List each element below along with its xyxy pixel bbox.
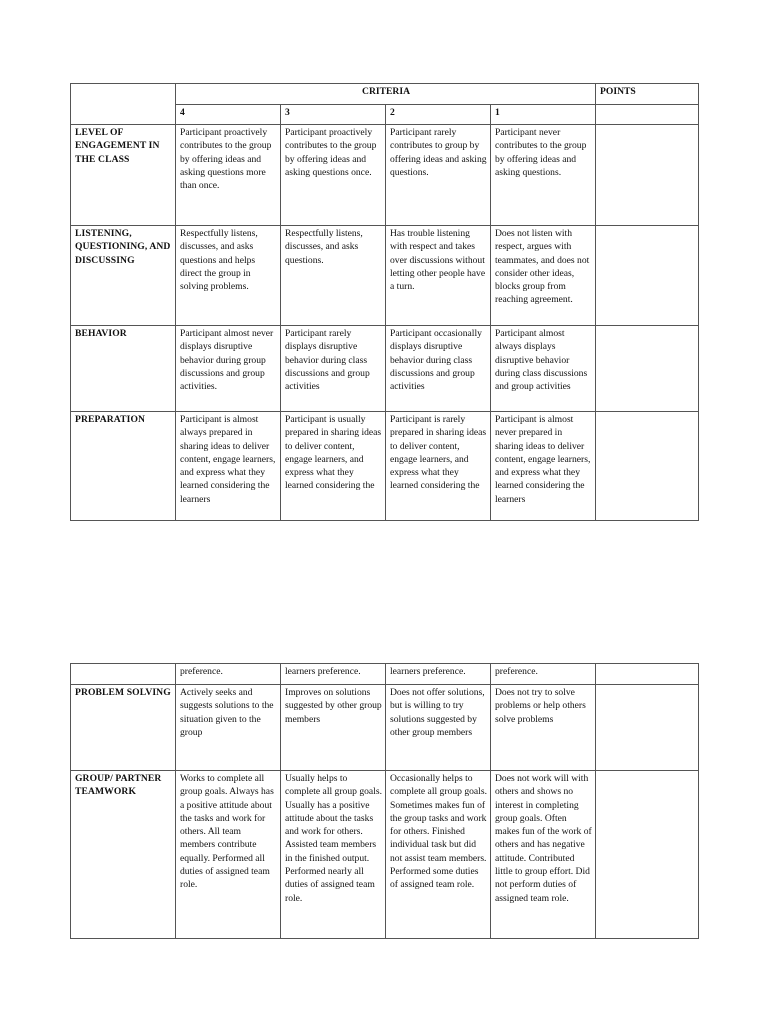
score-2-heading: 2 xyxy=(386,105,491,125)
rubric-row-engagement xyxy=(71,125,699,226)
rubric-table-part-2 xyxy=(70,663,699,939)
rubric-row-teamwork xyxy=(71,771,699,939)
descriptor-score-1: Does not work will with others and shows no interest in completing group goals. Often makes fun of the work of others and has negative attitude. Contributed little to group effort. Did not perform duties of assigned team role. xyxy=(491,771,596,939)
descriptor-score-3: learners preference. xyxy=(281,664,386,685)
descriptor-score-3: Participant rarely displays disruptive behavior during class discussions and group activities xyxy=(281,326,386,412)
rubric-table-part-1 xyxy=(70,83,699,521)
descriptor-score-1: Participant never contributes to the group by offering ideas and asking questions. xyxy=(491,125,596,226)
descriptor-score-2: Does not offer solutions, but is willing to try solutions suggested by other group members xyxy=(386,685,491,771)
points-cell xyxy=(596,685,699,771)
points-blank-cell xyxy=(596,105,699,125)
descriptor-score-2: learners preference. xyxy=(386,664,491,685)
rubric-row-preparation-continued xyxy=(71,664,699,685)
rubric-row-preparation xyxy=(71,412,699,521)
points-cell xyxy=(596,326,699,412)
score-4-heading: 4 xyxy=(176,105,281,125)
descriptor-score-1: Does not listen with respect, argues with teammates, and does not consider other ideas, blocks group from reaching agreement. xyxy=(491,226,596,326)
descriptor-score-3: Participant is usually prepared in sharing ideas to deliver content, engage learners, and express what they learned considering the xyxy=(281,412,386,521)
points-cell xyxy=(596,226,699,326)
criterion-label: PREPARATION xyxy=(71,412,176,521)
rubric-row-problem-solving xyxy=(71,685,699,771)
descriptor-score-1: Participant almost always displays disruptive behavior during class discussions and group activities xyxy=(491,326,596,412)
descriptor-score-4: Participant almost never displays disruptive behavior during group discussions and group activities. xyxy=(176,326,281,412)
descriptor-score-3: Respectfully listens, discusses, and asks questions. xyxy=(281,226,386,326)
criterion-label: LEVEL OF ENGAGEMENT IN THE CLASS xyxy=(71,125,176,226)
points-cell xyxy=(596,771,699,939)
descriptor-score-4: preference. xyxy=(176,664,281,685)
criterion-label: PROBLEM SOLVING xyxy=(71,685,176,771)
descriptor-score-3: Improves on solutions suggested by other group members xyxy=(281,685,386,771)
points-heading: POINTS xyxy=(596,84,699,105)
descriptor-score-4: Actively seeks and suggests solutions to the situation given to the group xyxy=(176,685,281,771)
descriptor-score-2: Has trouble listening with respect and takes over discussions without letting other people have a turn. xyxy=(386,226,491,326)
descriptor-score-2: Participant is rarely prepared in sharing ideas to deliver content, engage learners, and express what they learned considering the xyxy=(386,412,491,521)
descriptor-score-4: Respectfully listens, discusses, and asks questions and helps direct the group in solving problems. xyxy=(176,226,281,326)
points-cell xyxy=(596,412,699,521)
descriptor-score-2: Participant occasionally displays disruptive behavior during class discussions and group activities xyxy=(386,326,491,412)
descriptor-score-3: Participant proactively contributes to the group by offering ideas and asking questions once. xyxy=(281,125,386,226)
rubric-row-listening xyxy=(71,226,699,326)
points-cell xyxy=(596,664,699,685)
criterion-label: BEHAVIOR xyxy=(71,326,176,412)
descriptor-score-1: Does not try to solve problems or help others solve problems xyxy=(491,685,596,771)
descriptor-score-1: preference. xyxy=(491,664,596,685)
header-blank-cell xyxy=(71,84,176,125)
header-row xyxy=(71,84,699,105)
descriptor-score-2: Occasionally helps to complete all group goals. Sometimes makes fun of the group tasks and work for others. Finished individual task but did not assist team members. Performed some duties of assigned team role. xyxy=(386,771,491,939)
descriptor-score-2: Participant rarely contributes to group by offering ideas and asking questions. xyxy=(386,125,491,226)
rubric-row-behavior xyxy=(71,326,699,412)
criterion-label-blank xyxy=(71,664,176,685)
criterion-label: GROUP/ PARTNER TEAMWORK xyxy=(71,771,176,939)
score-3-heading: 3 xyxy=(281,105,386,125)
descriptor-score-4: Participant is almost always prepared in sharing ideas to deliver content, engage learners, and express what they learned considering the learners xyxy=(176,412,281,521)
descriptor-score-4: Works to complete all group goals. Always has a positive attitude about the tasks and work for others. All team members contribute equally. Performed all duties of assigned team role. xyxy=(176,771,281,939)
criteria-heading: CRITERIA xyxy=(176,84,596,105)
score-1-heading: 1 xyxy=(491,105,596,125)
points-cell xyxy=(596,125,699,226)
descriptor-score-3: Usually helps to complete all group goals. Usually has a positive attitude about the tasks and work for others. Assisted team members in the finished output. Performed nearly all duties of assigned team role. xyxy=(281,771,386,939)
descriptor-score-1: Participant is almost never prepared in sharing ideas to deliver content, engage learners, and express what they learned considering the learners xyxy=(491,412,596,521)
criterion-label: LISTENING, QUESTIONING, AND DISCUSSING xyxy=(71,226,176,326)
descriptor-score-4: Participant proactively contributes to the group by offering ideas and asking questions more than once. xyxy=(176,125,281,226)
